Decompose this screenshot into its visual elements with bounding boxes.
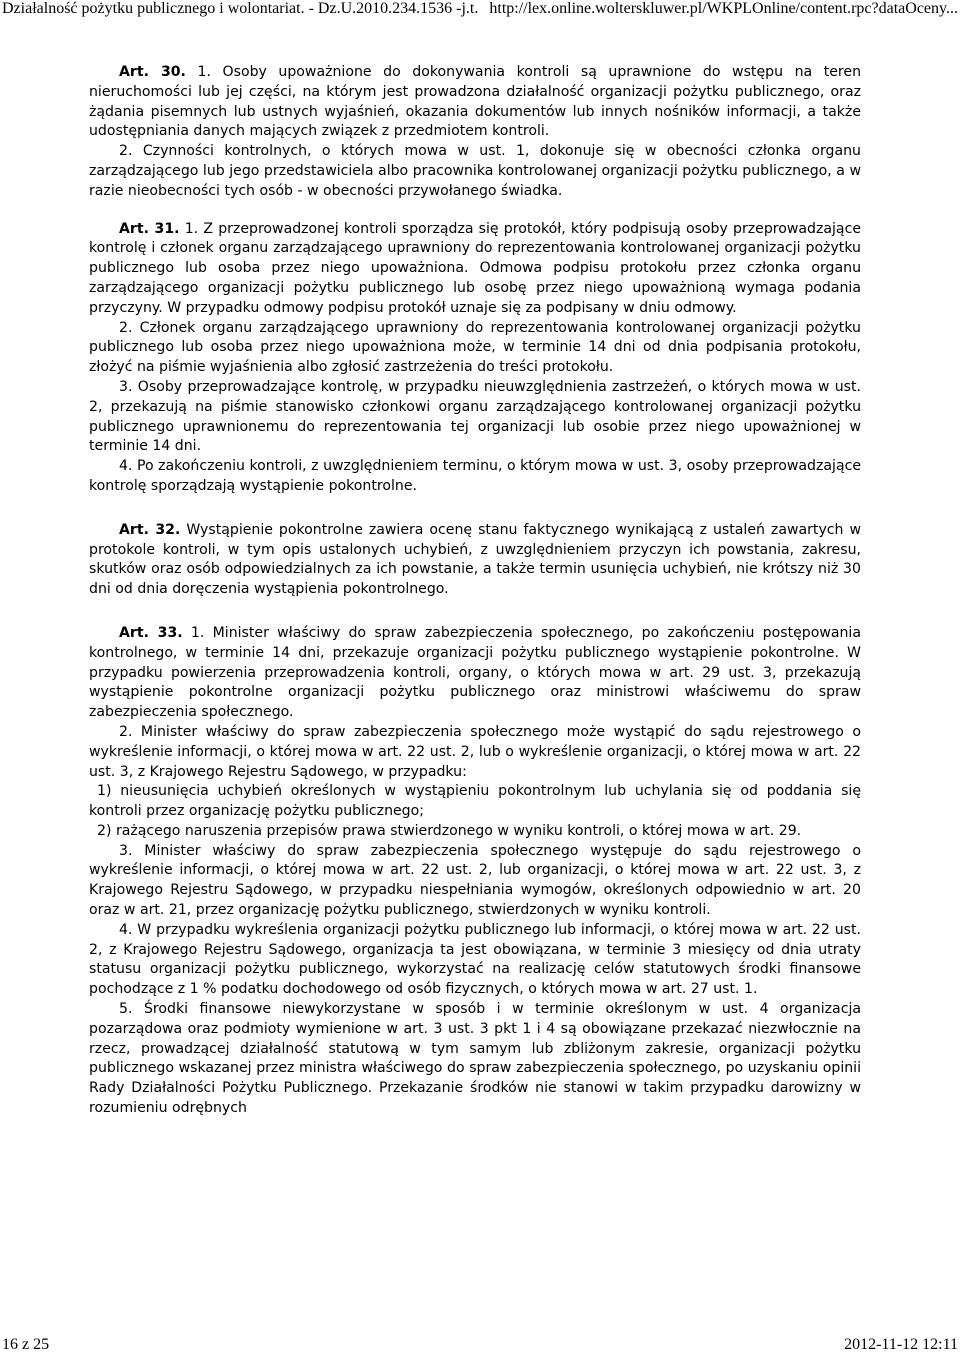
art30-label: Art. 30.: [119, 64, 186, 80]
art33-para1: [89, 624, 861, 723]
page-number: 16 z 25: [2, 1336, 50, 1353]
header-url[interactable]: http://lex.online.wolterskluwer.pl/WKPLOnline/content.rpc?dataOceny...: [489, 0, 958, 17]
art31-para3: 3. Osoby przeprowadzające kontrolę, w przypadku nieuwzględnienia zastrzeżeń, o których mowa w ust. 2, przekazują na piśmie stanowisko członkowi organu zarządzającego kontrolowanej organizacji pożytku publicznego uprawnionemu do reprezentowania tej organizacji lub osobie przez niego upoważnionej w terminie 14 dni.: [89, 378, 861, 455]
art33-para5: 5. Środki finansowe niewykorzystane w sposób i w terminie określonym w ust. 4 organizacja pozarządowa oraz podmioty wymienione w art. 3 ust. 3 pkt 1 i 4 są obowiązane przekazać niezwłocznie na rzecz, prowadzącej działalność statutową w tym samym lub zbliżonym zakresie, organizacji pożytku publicznego wskazanej przez ministra właściwego do spraw zabezpieczenia społecznego, po uzyskaniu opinii Rady Działalności Pożytku Publicznego. Przekazanie środków nie stanowi w takim przypadku darowizny w rozumieniu odrębnych: [89, 1001, 861, 1117]
header-title: Działalność pożytku publicznego i wolontariat. - Dz.U.2010.234.1536 -j.t.: [2, 0, 479, 17]
page-footer: [0, 1336, 960, 1354]
art31-para2: 2. Członek organu zarządzającego uprawniony do reprezentowania kontrolowanej organizacji pożytku publicznego lub osoba przez niego upoważniona może, w terminie 14 dni od dnia podpisania protokołu, złożyć na piśmie wyjaśnienia albo zgłosić zastrzeżenia do treści protokołu.: [89, 319, 861, 376]
art33-text1: 1. Minister właściwy do spraw zabezpieczenia społecznego, po zakończeniu postępowania kontrolnego, w terminie 14 dni, przekazuje organizacji pożytku publicznego wystąpienie pokontrolne. W przypadku powierzenia przeprowadzenia kontroli, organy, o których mowa w art. 29 ust. 3, przekazują wystąpienie pokontrolne organizacji pożytku publicznego oraz ministrowi właściwemu do spraw zabezpieczenia społecznego.: [89, 624, 861, 721]
art33-label: Art. 33.: [119, 624, 183, 641]
art32-label: Art. 32.: [119, 521, 181, 538]
art31-para4: 4. Po zakończeniu kontroli, z uwzględnieniem terminu, o którym mowa w ust. 3, osoby przeprowadzające kontrolę sporządzają wystąpienie pokontrolne.: [89, 458, 861, 494]
art33-item1: 1) nieusunięcia uchybień określonych w wystąpieniu pokontrolnym lub uchylania się od poddania się kontroli przez organizację pożytku publicznego;: [89, 783, 861, 820]
art30-para1: [89, 63, 861, 142]
art32-para1: [89, 521, 861, 600]
print-timestamp: 2012-11-12 12:11: [844, 1336, 958, 1353]
art30-para2: 2. Czynności kontrolnych, o których mowa w ust. 1, dokonuje się w obecności członka organu zarządzającego lub jego przedstawiciela albo pracownika kontrolowanej organizacji pożytku publicznego, a w razie nieobecności tych osób - w obecności przywołanego świadka.: [89, 143, 861, 199]
art31-text1: 1. Z przeprowadzonej kontroli sporządza się protokół, który podpisują osoby przeprowadzające kontrolę i członek organu zarządzającego uprawniony do reprezentowania kontrolowanej organizacji pożytku publicznego lub osoba przez niego upoważniona. Odmowa podpisu protokołu przez członka organu zarządzającego organizacji pożytku publicznego lub osobę przez niego upoważnioną wymaga podania przyczyny. W przypadku odmowy podpisu protokół uznaje się za podpisany w dniu odmowy.: [89, 220, 861, 316]
art31-para1: [89, 220, 861, 319]
art33-item2: 2) rażącego naruszenia przepisów prawa stwierdzonego w wyniku kontroli, o której mowa w art. 29.: [97, 822, 802, 839]
art32-text1: Wystąpienie pokontrolne zawiera ocenę stanu faktycznego wynikającą z ustaleń zawartych w protokole kontroli, w tym opis ustalonych uchybień, z uwzględnieniem przyczyn ich powstania, zakresu, skutków oraz osób odpowiedzialnych za ich powstanie, a także termin usunięcia uchybień, nie krótszy niż 30 dni od dnia doręczenia wystąpienia pokontrolnego.: [89, 521, 861, 598]
art33-para3: 3. Minister właściwy do spraw zabezpieczenia społecznego występuje do sądu rejestrowego o wykreślenie informacji, o której mowa w art. 22 ust. 2, lub organizacji, o której mowa w art. 22 ust. 3, z Krajowego Rejestru Sądowego, w przypadku niespełniania wymogów, określonych odpowiednio w art. 20 oraz w art. 21, przez organizację pożytku publicznego, stwierdzonych w wyniku kontroli.: [89, 842, 861, 919]
art31-label: Art. 31.: [119, 220, 180, 237]
art33-para2: 2. Minister właściwy do spraw zabezpieczenia społecznego może wystąpić do sądu rejestrowego o wykreślenie informacji, o której mowa w art. 22 ust. 2, lub o wykreślenie organizacji, o której mowa w art. 22 ust. 3, z Krajowego Rejestru Sądowego, w przypadku:: [89, 723, 861, 780]
page-header: [0, 0, 960, 18]
document-body: [89, 63, 861, 1119]
art30-text1: 1. Osoby upoważnione do dokonywania kontroli są uprawnione do wstępu na teren nieruchomości lub jej części, na którym jest prowadzona działalność organizacji pożytku publicznego, oraz żądania pisemnych lub ustnych wyjaśnień, okazania dokumentów lub innych nośników informacji, a także udostępniania danych mających związek z przedmiotem kontroli.: [89, 64, 862, 140]
art33-para4: 4. W przypadku wykreślenia organizacji pożytku publicznego lub informacji, o której mowa w art. 22 ust. 2, z Krajowego Rejestru Sądowego, organizacja ta jest obowiązana, w terminie 3 miesięcy od dnia utraty statusu organizacji pożytku publicznego, wykorzystać na realizację celów statutowych środki finansowe pochodzące z 1 % podatku dochodowego od osób fizycznych, o których mowa w art. 27 ust. 1.: [89, 921, 861, 998]
